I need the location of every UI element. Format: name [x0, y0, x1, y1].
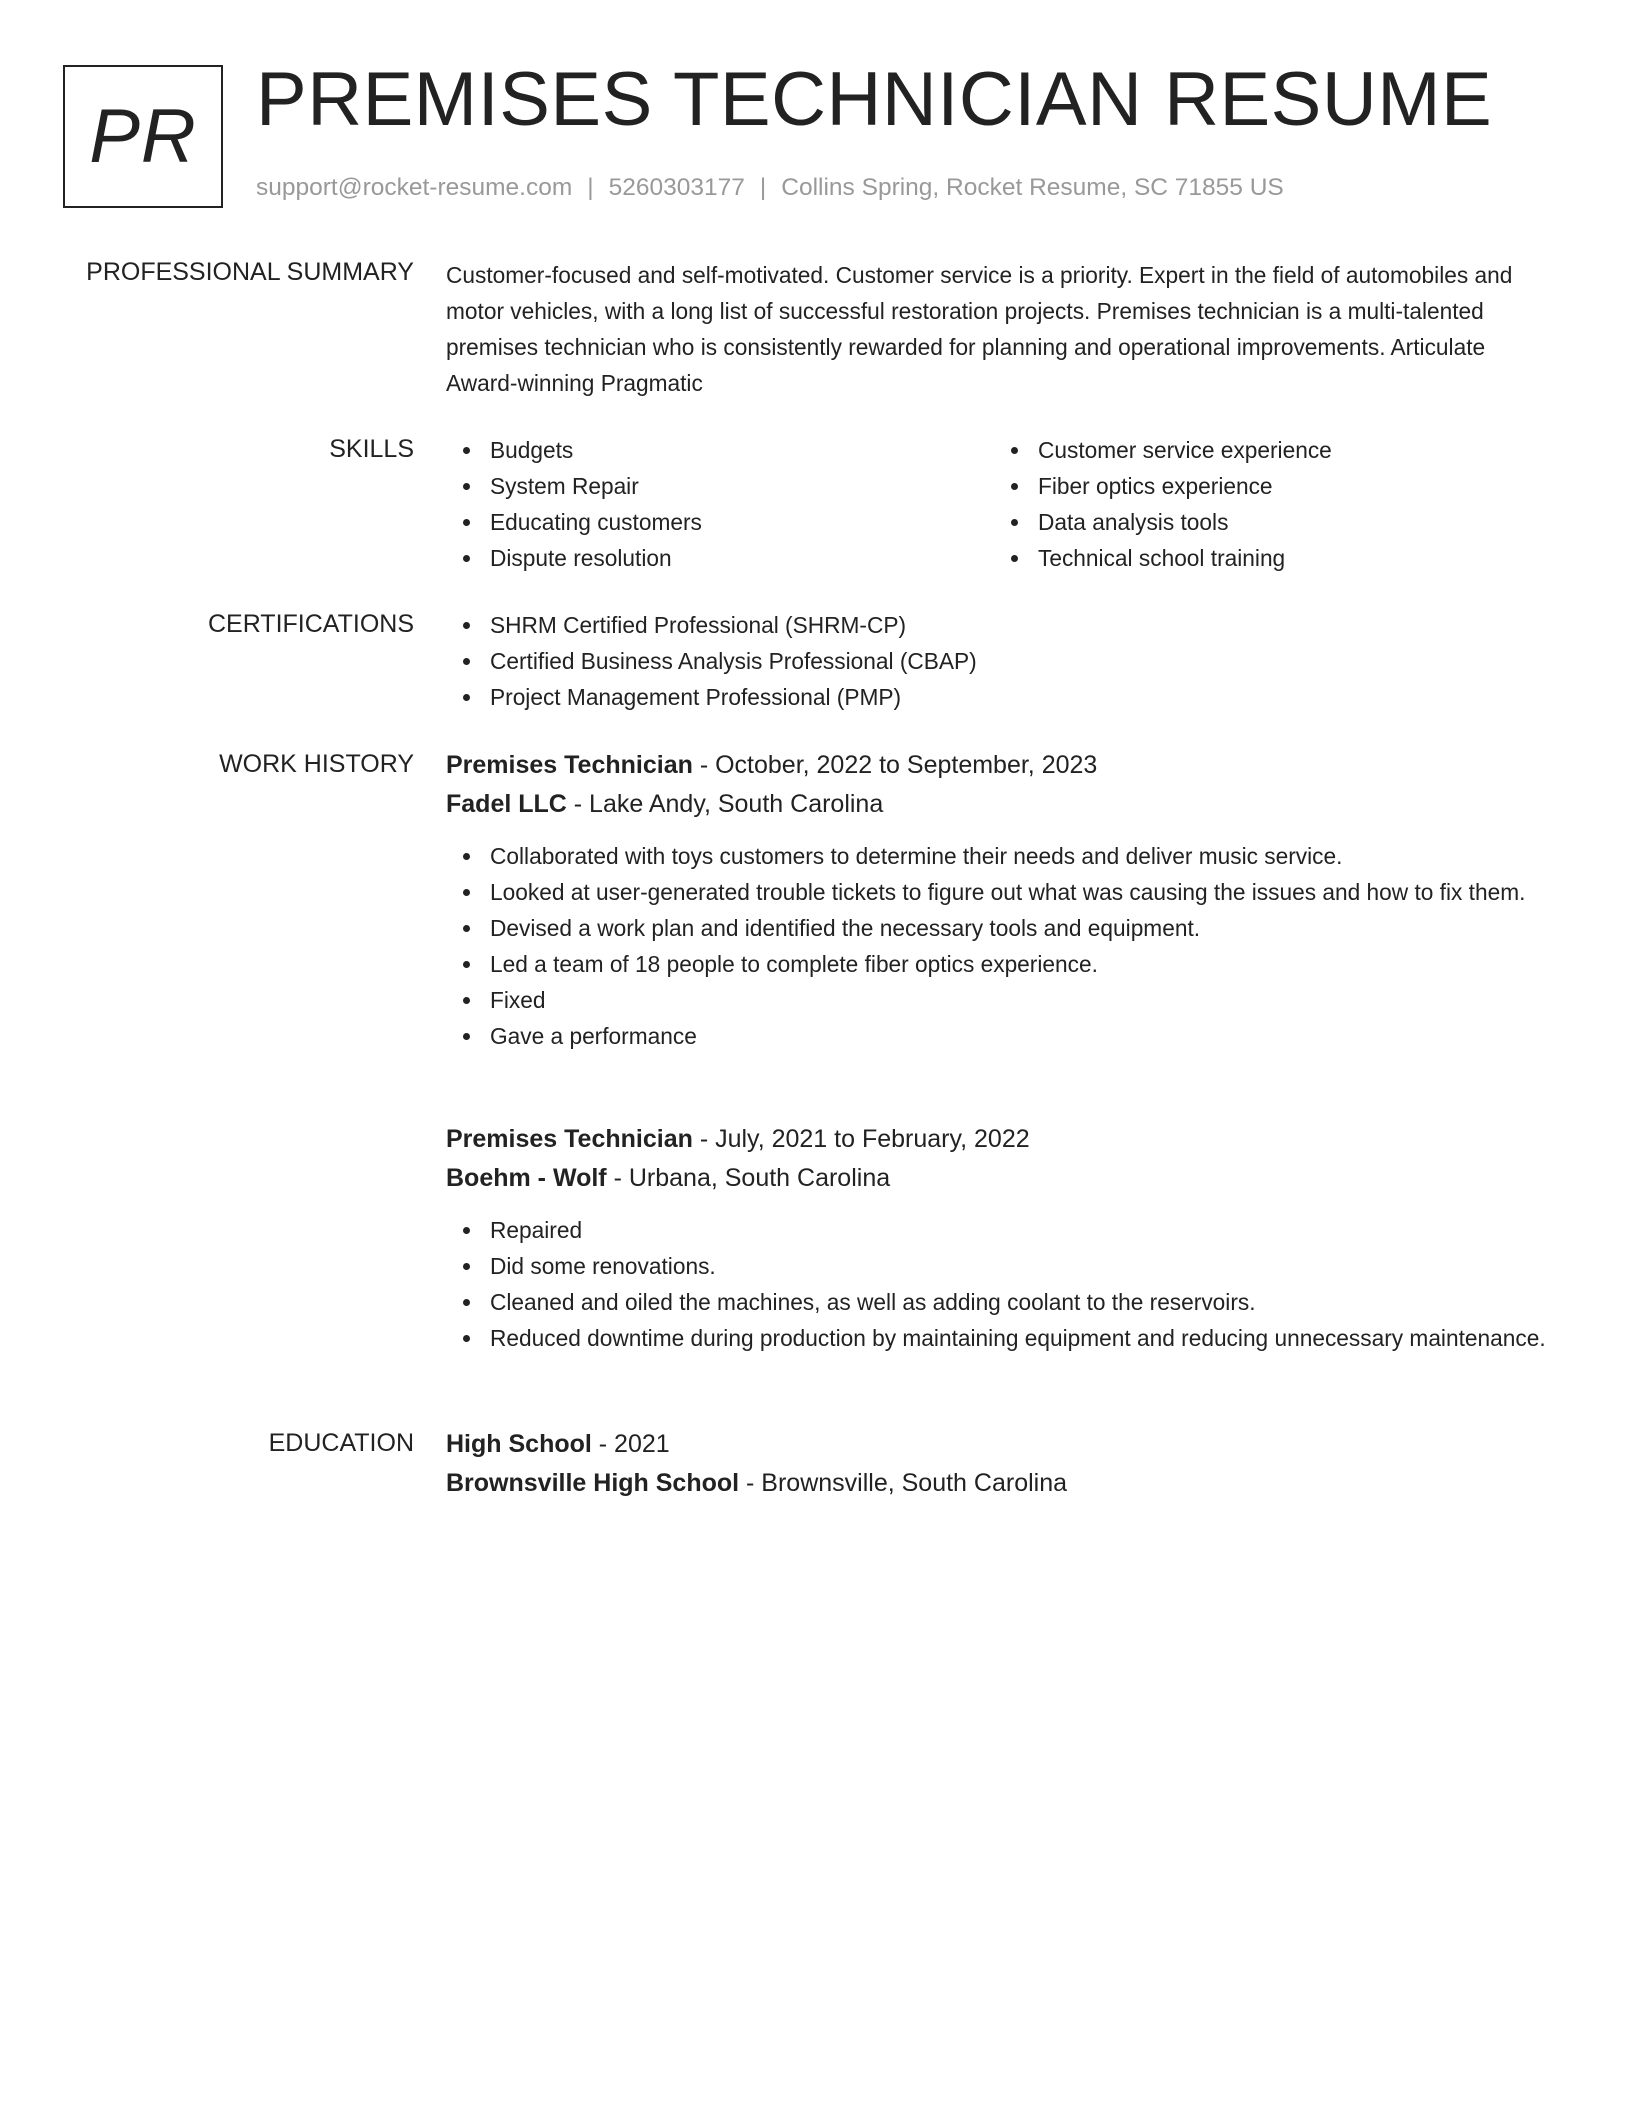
skill-item: Technical school training: [994, 540, 1542, 576]
job-duty: Collaborated with toys customers to determine their needs and deliver music service.: [446, 838, 1566, 874]
job-dates: - July, 2021 to February, 2022: [692, 1125, 1030, 1153]
skill-item: Budgets: [446, 432, 994, 468]
skill-item: Dispute resolution: [446, 540, 994, 576]
job-title-line: [446, 746, 1566, 785]
monogram-initials: PR: [89, 94, 197, 179]
summary-text: Customer-focused and self-motivated. Customer service is a priority. Expert in the field of automobiles and motor vehicles, with a long list of successful restoration projects. Premises technician is a multi-talented premises technician who is consistently rewarded for planning and operational improvements. Articulate Award-winning Pragmatic: [446, 262, 1513, 396]
section-label-skills: SKILLS: [329, 435, 414, 463]
job-title-line: [446, 1120, 1566, 1159]
job-duty: Cleaned and oiled the machines, as well as adding coolant to the reservoirs.: [446, 1284, 1566, 1320]
job-title: Premises Technician: [446, 1125, 693, 1153]
skill-item: Educating customers: [446, 504, 994, 540]
resume-title: PREMISES TECHNICIAN RESUME: [256, 57, 1493, 142]
job-entry: [446, 1120, 1566, 1356]
education-location: - Brownsville, South Carolina: [739, 1469, 1068, 1497]
skills-list-left: [446, 432, 994, 576]
skills-list-right: [994, 432, 1542, 576]
job-duty: Reduced downtime during production by maintaining equipment and reducing unnecessary maintenance.: [446, 1320, 1566, 1356]
skill-item: Fiber optics experience: [994, 468, 1542, 504]
skills-block: [446, 432, 1566, 576]
section-label-summary: PROFESSIONAL SUMMARY: [86, 258, 414, 286]
job-duty: Looked at user-generated trouble tickets to figure out what was causing the issues and how to fix them.: [446, 874, 1566, 910]
contact-separator: |: [759, 174, 767, 201]
section-label-work-history: WORK HISTORY: [219, 750, 414, 778]
section-label-education: EDUCATION: [268, 1429, 414, 1457]
job-duty: Devised a work plan and identified the necessary tools and equipment.: [446, 910, 1566, 946]
education-year: - 2021: [591, 1430, 670, 1458]
education-entry: [446, 1425, 1566, 1503]
section-label-certifications: CERTIFICATIONS: [207, 610, 414, 638]
job-company: Boehm - Wolf: [446, 1164, 607, 1192]
job-duties-list: [446, 838, 1566, 1054]
certification-item: SHRM Certified Professional (SHRM-CP): [446, 607, 1566, 643]
job-company-line: [446, 785, 1566, 824]
contact-phone: 5260303177: [608, 174, 745, 201]
contact-line: [256, 174, 1284, 202]
monogram-box: [63, 65, 223, 208]
skill-item: Data analysis tools: [994, 504, 1542, 540]
job-duty: Repaired: [446, 1212, 1566, 1248]
education-school-line: [446, 1464, 1566, 1503]
education-degree-line: [446, 1425, 1566, 1464]
education-degree: High School: [446, 1430, 592, 1458]
job-title: Premises Technician: [446, 751, 693, 779]
job-duty: Fixed: [446, 982, 1566, 1018]
job-entry: [446, 746, 1566, 1054]
job-duty: Gave a performance: [446, 1018, 1566, 1054]
certification-item: Project Management Professional (PMP): [446, 679, 1566, 715]
job-location: - Urbana, South Carolina: [606, 1164, 891, 1192]
contact-address: Collins Spring, Rocket Resume, SC 71855 US: [781, 174, 1284, 201]
contact-email: support@rocket-resume.com: [256, 174, 573, 201]
skill-item: Customer service experience: [994, 432, 1542, 468]
job-duty: Led a team of 18 people to complete fiber optics experience.: [446, 946, 1566, 982]
certification-item: Certified Business Analysis Professional (CBAP): [446, 643, 1566, 679]
certifications-list: [446, 607, 1566, 715]
job-location: - Lake Andy, South Carolina: [566, 790, 884, 818]
job-duty: Did some renovations.: [446, 1248, 1566, 1284]
job-duties-list: [446, 1212, 1566, 1356]
job-company: Fadel LLC: [446, 790, 567, 818]
education-school: Brownsville High School: [446, 1469, 740, 1497]
job-company-line: [446, 1159, 1566, 1198]
skill-item: System Repair: [446, 468, 994, 504]
job-dates: - October, 2022 to September, 2023: [692, 751, 1098, 779]
contact-separator: |: [587, 174, 594, 201]
